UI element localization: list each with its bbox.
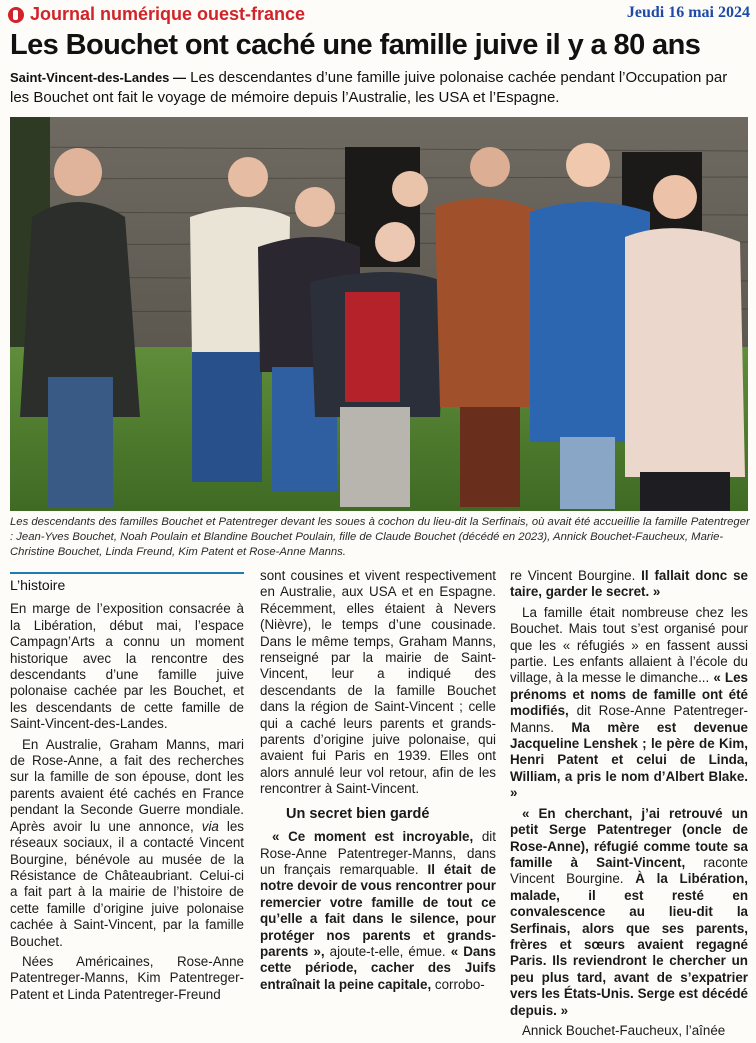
article-headline: Les Bouchet ont caché une famille juive il y a 80 ans bbox=[10, 29, 701, 61]
newspaper-header bbox=[8, 4, 750, 28]
ouest-france-logo-icon bbox=[8, 7, 24, 23]
lead-text: Les descendantes d’une famille juive polonaise cachée pendant l’Occupation par les Bouchet ont fait le voyage de mémoire depuis l’Australie, les USA et l’Espagne. bbox=[10, 69, 728, 106]
article-photo bbox=[10, 117, 748, 511]
paragraph: sont cousines et vivent respectivement en Australie, aux USA et en Espagne. Récemment, elles étaient à Nevers (Nièvre), le temps d’une cousinade. Dans le même temps, Graham Manns, renseigné par la mairie de Saint-Vincent, leur a indiqué des descendants de la famille Bouchet dans la région de Saint-Vincent ; celle qui a caché leurs parents et grands-parents d’origine juive polonaise, qui avaient fui Paris en 1939. Elles ont alors annulé leur vol retour, afin de les rencontrer à Saint-Vincent. bbox=[260, 568, 496, 797]
section-label: L’histoire bbox=[10, 572, 244, 593]
paragraph: La famille était nombreuse chez les Bouchet. Mais tout s’est organisé pour que les « réfugiés » en fassent aussi partie. Les enfants allaient à l’école du village, à la messe le dimanche... « Les prénoms et noms de famille ont été modifiés, dit Rose-Anne Patentreger-Manns. Ma mère est devenue Jacqueline Lenshek ; le père de Kim, Henri Patent et celui de Linda, William, a pris le nom d’Albert Blake. » bbox=[510, 604, 748, 801]
column-2 bbox=[260, 568, 496, 997]
column-3 bbox=[510, 568, 748, 1043]
paragraph: En marge de l’exposition consacrée à la Libération, début mai, l’espace Campagn’Arts a connu un moment historique avec la rencontre des descendants d’une famille juive polonaise cachée par les Bouchet, et les descendants de cette famille de Saint-Vincent-des-Landes. bbox=[10, 601, 244, 732]
paragraph: re Vincent Bourgine. Il fallait donc se taire, garder le secret. » bbox=[510, 568, 748, 600]
paragraph: Annick Bouchet-Faucheux, l’aînée bbox=[522, 1022, 726, 1038]
paragraph: « En cherchant, j’ai retrouvé un petit Serge Patentreger (oncle de Rose-Anne), réfugié comme toute sa famille à Saint-Vincent, raconte Vincent Bourgine. À la Libération, malade, il est resté en convalescence au lieu-dit la Serfinais, alors que ses parents, frères et sœurs avaient regagné Paris. Ils reviendront le chercher un peu plus tard, avant de s’expatrier vers les États-Unis. Serge est décédé depuis. » bbox=[510, 805, 748, 1018]
article-lead bbox=[10, 68, 750, 108]
brand-name[interactable]: Journal numérique ouest-france bbox=[30, 4, 306, 24]
photo-caption: Les descendants des familles Bouchet et Patentreger devant les soues à cochon du lieu-dit la Serfinais, où avait été accueillie la famille Patentreger : Jean-Yves Bouchet, Noah Poulain et Blandine Bouchet Poulain, fille de Claude Bouchet (décédé en 2023), Annick Bouchet-Faucheux, Marie-Christine Bouchet, Linda Freund, Kim Patent et Rose-Anne Manns. bbox=[10, 516, 750, 558]
lead-place: Saint-Vincent-des-Landes — bbox=[10, 70, 187, 85]
paragraph: En Australie, Graham Manns, mari de Rose-Anne, a fait des recherches sur la famille de son épouse, dont les parents avaient été cachés en France pendant la Seconde Guerre mondiale. Après avoir lu une annonce, via les réseaux sociaux, il a contacté Vincent Bourgine, bénévole au musée de la Résistance de Châteaubriant. Celui-ci a fait part à la mairie de l’histoire de cette famille d’origine juive polonaise cachée à Saint-Vincent, par la famille Bouchet. bbox=[10, 736, 244, 949]
brand[interactable] bbox=[8, 4, 305, 25]
publication-date: Jeudi 16 mai 2024 bbox=[626, 4, 750, 21]
subheading: Un secret bien gardé bbox=[286, 805, 430, 822]
column-1 bbox=[10, 572, 244, 1007]
paragraph: « Ce moment est incroyable, dit Rose-Anne Patentreger-Manns, dans un français remarquable. Il était de notre devoir de vous rencontrer pour remercier votre famille de tout ce qu’elle a fait dans le silence, pour protéger nos parents et grands-parents », ajoute-t-elle, émue. « Dans cette période, cacher des Juifs entraînait la peine capitale, corrobo- bbox=[260, 829, 497, 992]
paragraph: Nées Américaines, Rose-Anne Patentreger-Manns, Kim Patentreger-Patent et Linda Patentreger-Freund bbox=[10, 953, 244, 1002]
